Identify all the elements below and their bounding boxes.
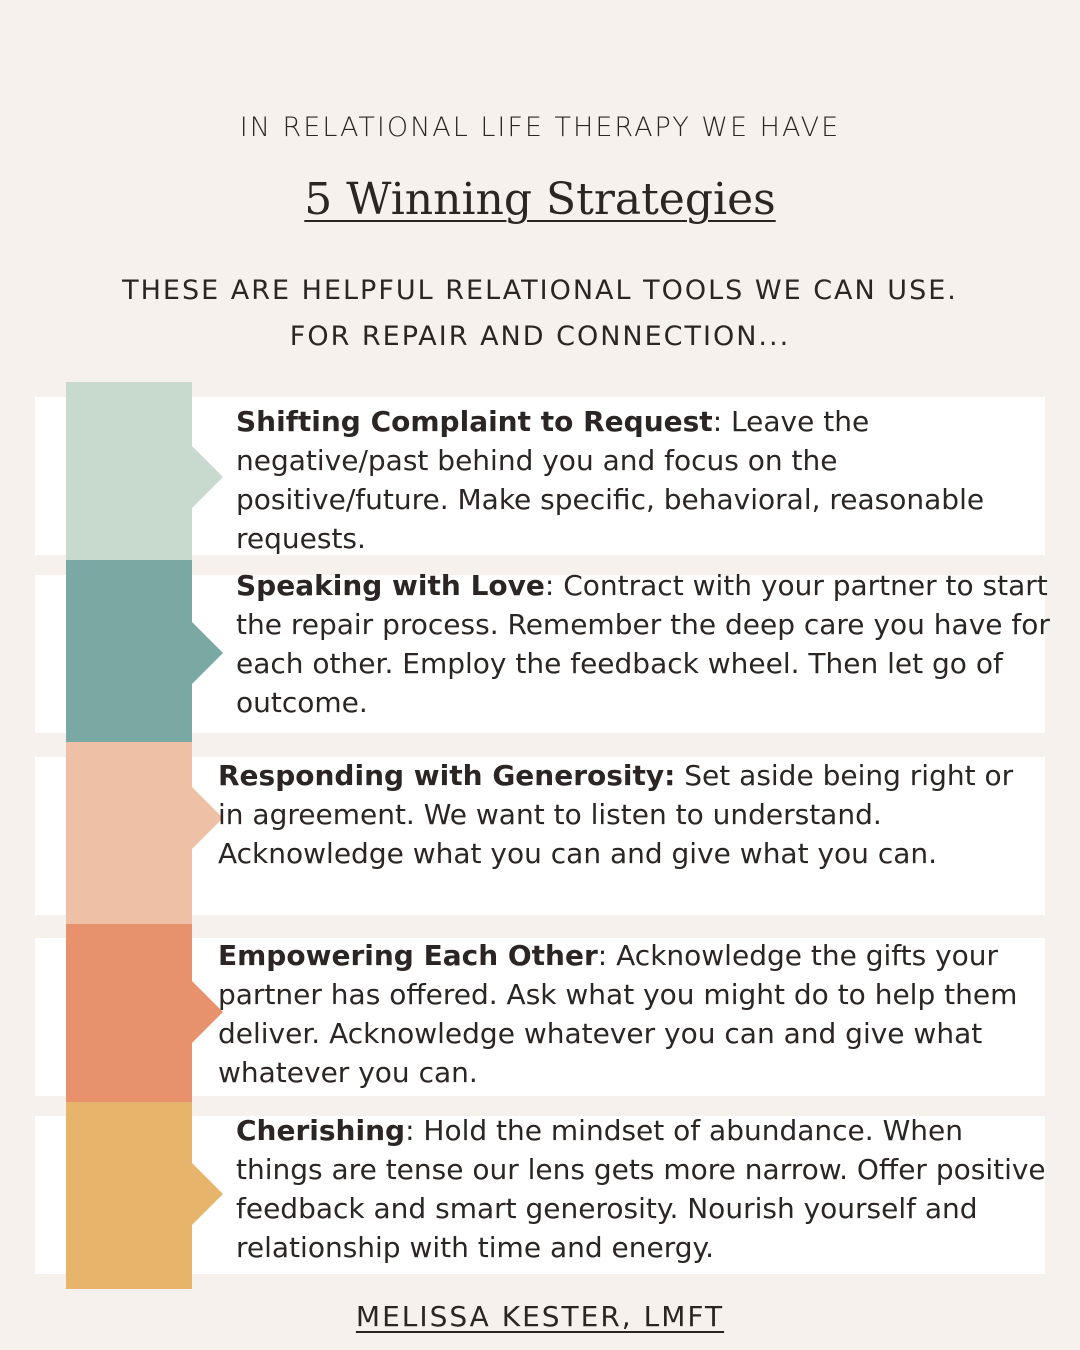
kicker-heading: IN RELATIONAL LIFE THERAPY WE HAVE (239, 112, 841, 143)
subtitle-line-1: THESE ARE HELPFUL RELATIONAL TOOLS WE CAN USE. (122, 275, 958, 306)
color-bar-sage (66, 382, 192, 560)
strategy-sep: : (712, 405, 723, 438)
color-bar-teal (66, 560, 192, 742)
strategy-title: Empowering Each Other (218, 939, 598, 972)
page-title: 5 Winning Strategies (304, 174, 776, 225)
strategy-sep: : (544, 569, 555, 602)
strategy-body: Set aside being right or in agreement. We want to listen to understand. Acknowledge what you can and give what you can. (218, 759, 1014, 870)
author-credit: MELISSA KESTER, LMFT (355, 1300, 725, 1333)
strategy-text-3 (218, 756, 1028, 873)
subtitle-line-2: FOR REPAIR AND CONNECTION... (289, 321, 791, 352)
strategy-sep: : (597, 939, 608, 972)
strategy-title: Speaking with Love (236, 569, 545, 602)
strategy-title: Shifting Complaint to Request (236, 405, 713, 438)
strategy-body: Contract with your partner to start the repair process. Remember the deep care you have for each other. Employ the feedback wheel. Then let go of outcome. (236, 569, 1050, 719)
color-bar-peach (66, 742, 192, 924)
strategy-text-1 (236, 402, 1036, 558)
arrow-mustard-icon (191, 1162, 223, 1226)
color-bar-coral (66, 924, 192, 1102)
subtitle (0, 268, 1080, 360)
strategy-title: Cherishing (236, 1114, 406, 1147)
strategy-body: Leave the negative/past behind you and focus on the positive/future. Make specific, behavioral, reasonable requests. (236, 405, 985, 555)
arrow-teal-icon (191, 621, 223, 685)
strategy-text-2 (236, 566, 1056, 722)
strategy-sep: : (405, 1114, 415, 1147)
color-bar-mustard (66, 1102, 192, 1289)
strategy-body: Acknowledge the gifts your partner has offered. Ask what you might do to help them deliver. Acknowledge whatever you can and give what whatever you can. (218, 939, 1018, 1089)
strategy-text-5 (236, 1111, 1046, 1267)
strategy-title: Responding with Generosity: (218, 759, 676, 792)
arrow-sage-icon (191, 445, 223, 509)
strategy-text-4 (218, 936, 1038, 1092)
strategy-body: Hold the mindset of abundance. When things are tense our lens gets more narrow. Offer positive feedback and smart generosity. Nourish yourself and relationship with time and energy. (236, 1114, 1046, 1264)
